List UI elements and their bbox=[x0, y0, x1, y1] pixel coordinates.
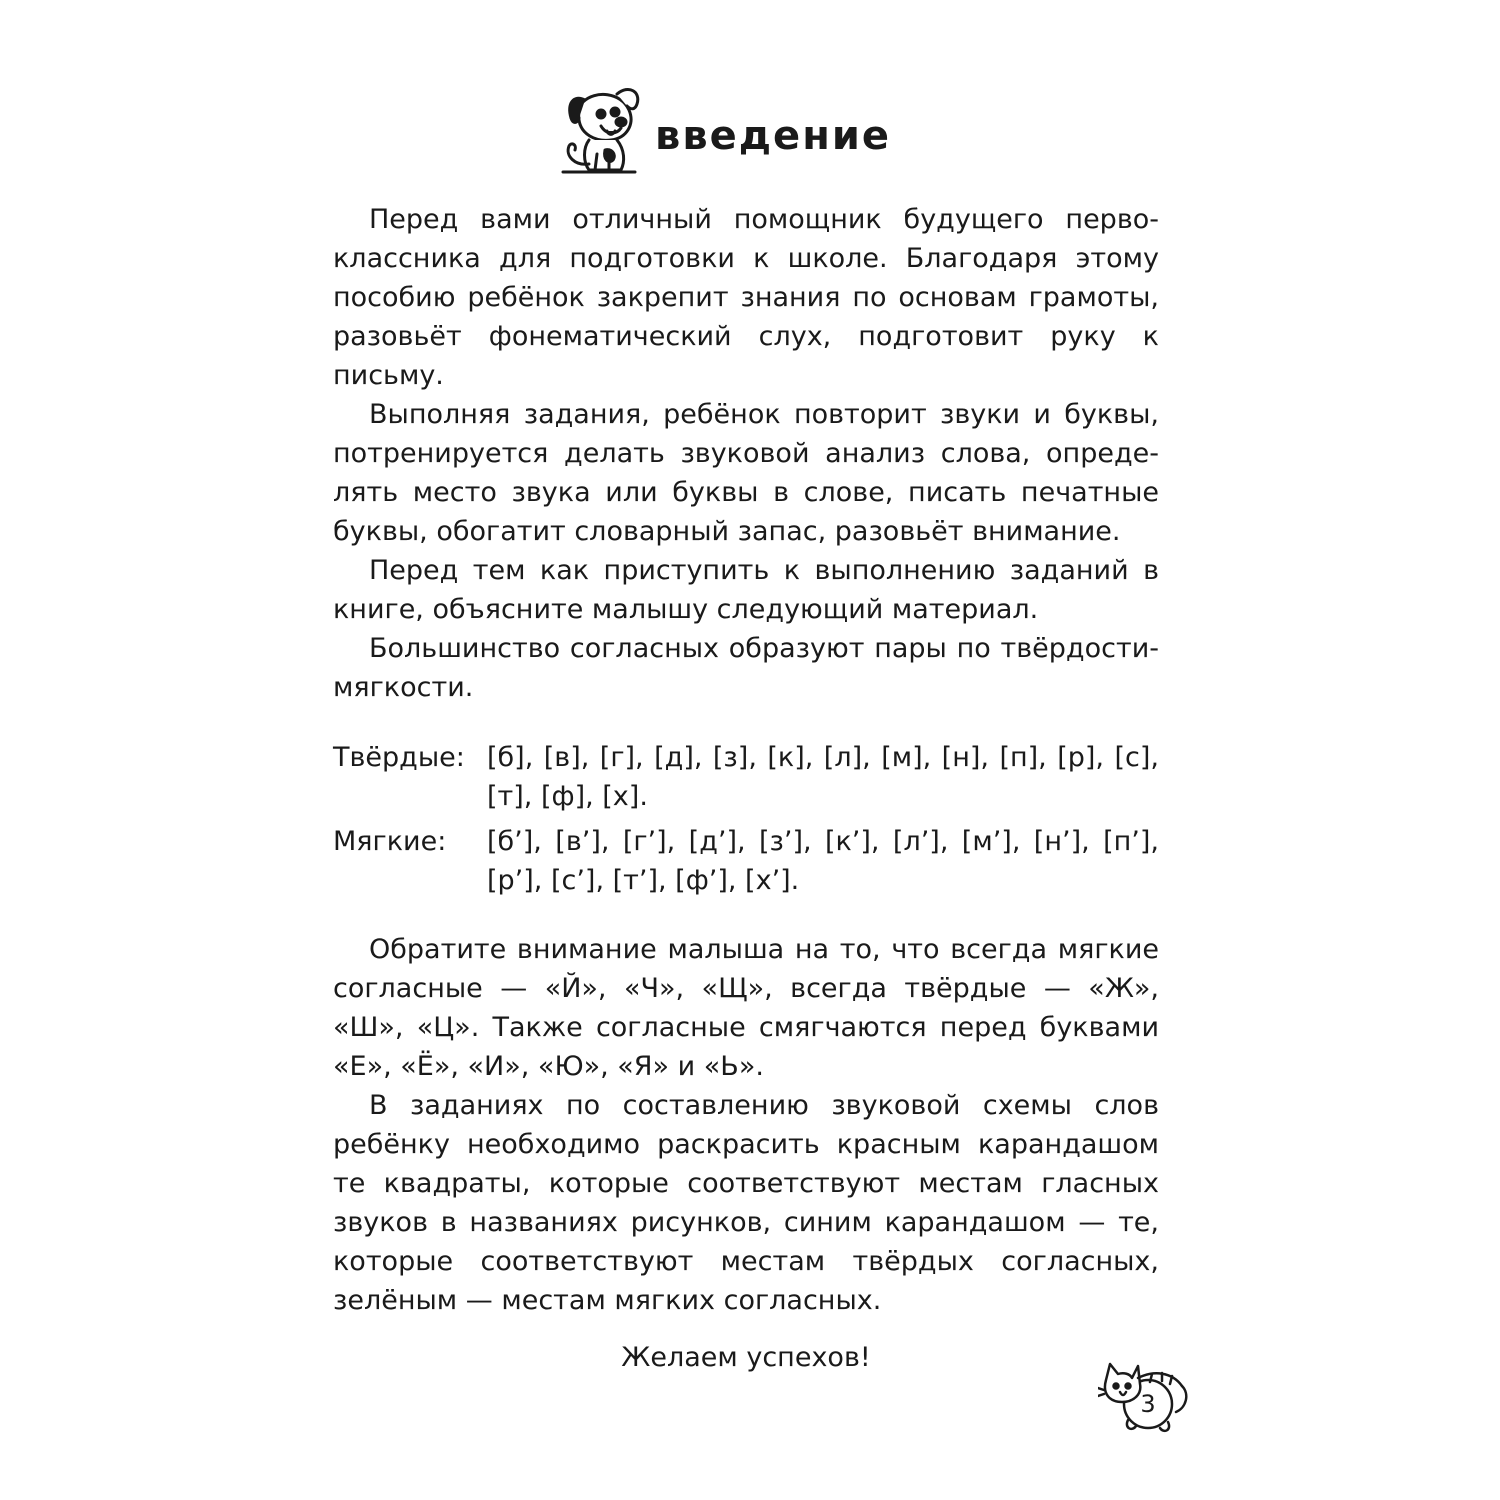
intro-paragraph-2: Выполняя задания, ребёнок повторит звуки и буквы, потренируется делать звуковой анализ слова, определять место звука или буквы в слове, писать печатные буквы, обогатит словарный запас, разовьёт внимание. bbox=[333, 399, 1159, 547]
soft-consonants-label: Мягкие: bbox=[333, 826, 447, 857]
intro-paragraph-3: Перед тем как приступить к выполнению заданий в книге, объясните малышу следующий материал. bbox=[333, 555, 1159, 625]
notes-paragraph-1: Обратите внимание малыша на то, что всегда мягкие согласные — «Й», «Ч», «Щ», всегда твёрдые — «Ж», «Ш», «Ц». Также согласные смягчаются перед буквами «Е», «Ё», «И», «Ю», «Я» и «Ь». bbox=[333, 934, 1159, 1082]
soft-consonants-list: [б’], [в’], [г’], [д’], [з’], [к’], [л’], [м’], [н’], [п’], [р’], [с’], [т’], [ф’], [х’]. bbox=[487, 826, 1159, 896]
page-number: 3 bbox=[1140, 1390, 1156, 1418]
page-title: введение bbox=[655, 113, 891, 159]
consonant-pairs bbox=[333, 738, 1159, 906]
soft-consonants-row bbox=[333, 822, 1159, 900]
hard-consonants-row bbox=[333, 738, 1159, 816]
notes-section bbox=[333, 930, 1159, 1320]
notes-paragraph-2: В заданиях по составлению звуковой схемы слов ребёнку необходимо раскрасить красным карандашом те квадраты, которые соответствуют местам гласных звуков в названиях рисунков, синим карандашом — те, которые соответствуют местам твёрдых согласных, зелёным — местам мягких согласных. bbox=[333, 1090, 1159, 1316]
intro-paragraph-1: Перед вами отличный помощник будущего первоклассника для подготовки к школе. Благодаря этому пособию ребёнок закрепит знания по основам грамоты, разовьёт фонематический слух, подготовит руку к письму. bbox=[333, 204, 1159, 391]
intro-paragraph-4: Большинство согласных образуют пары по твёрдости-мягкости. bbox=[333, 633, 1159, 703]
closing-wish: Желаем успехов! bbox=[621, 1342, 871, 1373]
dog-icon bbox=[555, 84, 647, 178]
hard-consonants-list: [б], [в], [г], [д], [з], [к], [л], [м], [н], [п], [р], [с], [т], [ф], [х]. bbox=[487, 742, 1159, 812]
page-header bbox=[555, 84, 915, 184]
hard-consonants-label: Твёрдые: bbox=[333, 742, 465, 773]
intro-section bbox=[333, 200, 1159, 707]
